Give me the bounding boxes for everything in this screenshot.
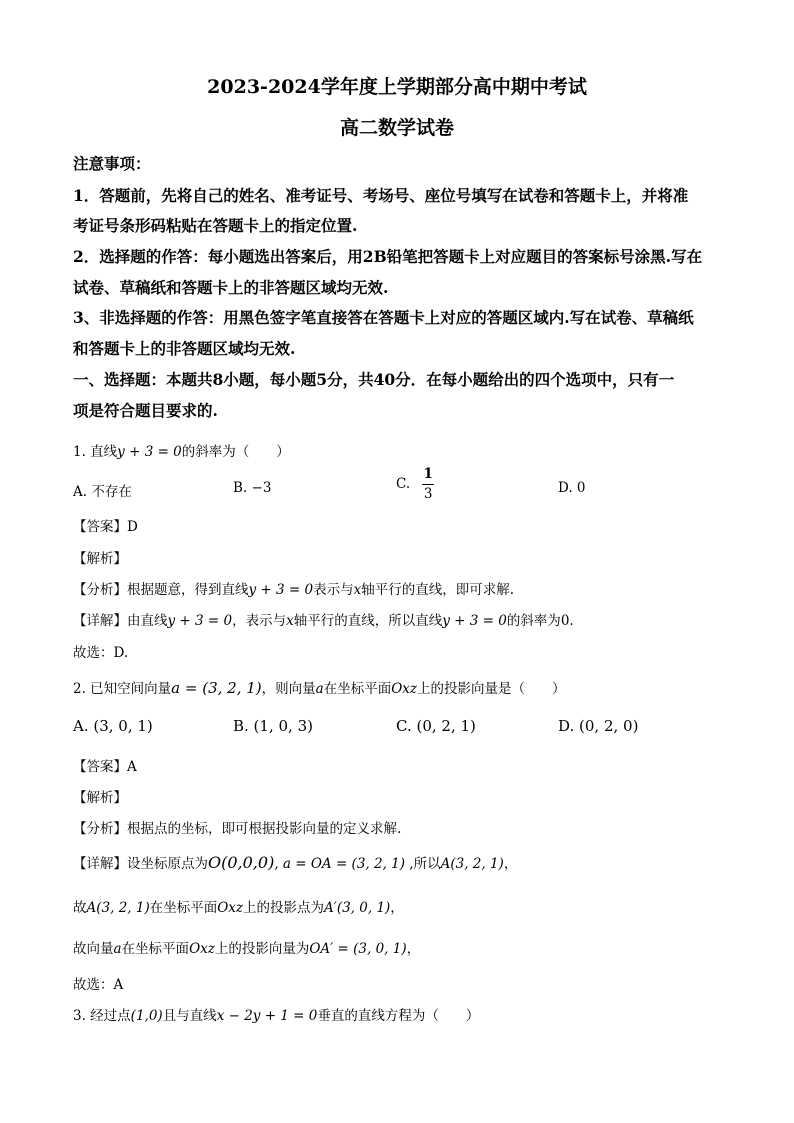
q1-stem-pre: 1. 直线 (73, 444, 118, 460)
q1-option-b: B. −3 (233, 480, 272, 496)
q2-detail-text-b: ,所以 (405, 856, 441, 872)
q2-option-a: A. (3, 0, 1) (73, 717, 153, 735)
q2-option-c: C. (0, 2, 1) (396, 717, 476, 735)
q2-detail-tag: 【详解】 (73, 856, 127, 872)
q1-stem-post: 的斜率为（ ） (181, 444, 290, 460)
q1-analysis (73, 578, 514, 598)
q1-detail-text-e: . (569, 613, 574, 629)
notice-item2-line2: 试卷、草稿纸和答题卡上的非答题区域均无效. (73, 278, 389, 297)
q2-analysis (73, 817, 401, 837)
q2-stem (73, 677, 566, 697)
q2-option-d: D. (0, 2, 0) (558, 717, 639, 735)
q2-line2-text-d: ， (390, 900, 404, 916)
q2-jiexi: 【解析】 (73, 790, 127, 806)
q2-line2-math-2: Oxz (217, 900, 244, 916)
q1-option-a: A. 不存在 (73, 484, 132, 500)
q1-detail-math-3: y + 3 = 0 (442, 613, 507, 629)
notice-item2-line1: 2．选择题的作答：每小题选出答案后，用2B铅笔把答题卡上对应题目的答案标号涂黑.写在 (73, 247, 703, 266)
q1-option-c-label: C. (396, 476, 411, 492)
section1-heading-line2: 项是符合题目要求的. (73, 401, 218, 420)
section1-heading-line1: 一、选择题：本题共8小题，每小题5分，共40分．在每小题给出的四个选项中，只有一 (73, 370, 675, 389)
q2-choice: 故选：A (73, 977, 124, 993)
q2-line2-text-a: 故 (73, 900, 87, 916)
q1-stem-math: y + 3 = 0 (117, 444, 182, 460)
q2-option-b: B. (1, 0, 3) (233, 717, 313, 735)
q2-line2-text-b: 在坐标平面 (149, 900, 218, 916)
q1-analysis-math-1: y + 3 = 0 (248, 582, 314, 598)
notice-item3-line2: 和答题卡上的非答题区域均无效. (73, 339, 296, 358)
q2-line3-text-d: ， (406, 941, 421, 957)
q2-detail-math-2: , a = OA = (3, 2, 1) (274, 856, 406, 872)
q1-detail-math-1: y + 3 = 0 (167, 613, 233, 629)
q2-stem-post: 上的投影向量是（ ） (417, 681, 566, 697)
q3-stem-post: 垂直的直线方程为（ ） (317, 1008, 480, 1024)
q2-line2-text-c: 上的投影点为 (243, 900, 325, 916)
exam-title: 2023-2024学年度上学期部分高中期中考试 (207, 76, 587, 98)
q3-stem-math-1: (1,0) (130, 1008, 163, 1024)
q2-line2-math-3: A′(3, 0, 1) (324, 900, 391, 916)
q1-detail-math-4: 0 (560, 613, 570, 629)
q2-detail-text-c: ， (503, 856, 518, 872)
q1-analysis-math-2: x (353, 582, 362, 598)
notice-item1-line2: 考证号条形码粘贴在答题卡上的指定位置. (73, 216, 358, 235)
q2-stem-mid-2: 在坐标平面 (323, 681, 392, 697)
q1-analysis-text-b: 表示与 (313, 582, 354, 598)
q1-stem (73, 440, 290, 460)
q3-stem-pre: 3. 经过点 (73, 1008, 131, 1024)
q1-analysis-tag: 【分析】 (73, 582, 127, 598)
q2-stem-math-3: Oxz (391, 681, 417, 697)
q1-option-c-fraction (422, 468, 433, 501)
q2-analysis-tag: 【分析】 (73, 821, 127, 837)
q1-detail-tag: 【详解】 (73, 613, 127, 629)
q2-detail-text-a: 设坐标原点为 (127, 856, 208, 872)
q3-stem (73, 1004, 479, 1024)
q1-detail-math-2: x (286, 613, 294, 629)
q2-analysis-text: 根据点的坐标，即可根据投影向量的定义求解. (127, 821, 402, 837)
q1-detail-text-a: 由直线 (127, 613, 168, 629)
notice-heading: 注意事项： (73, 154, 151, 173)
q2-detail-math-3: A(3, 2, 1) (440, 856, 504, 872)
q2-detail (73, 852, 517, 872)
q2-stem-pre: 2. 已知空间向量 (73, 681, 172, 697)
q1-detail-text-d: 的斜率为 (506, 613, 561, 629)
q2-detail-line2 (73, 896, 404, 916)
q2-line3-text-a: 故向量 (73, 941, 114, 957)
q1-detail (73, 609, 574, 629)
q1-detail-text-b: ，表示与 (232, 613, 287, 629)
q1-detail-text-c: 轴平行的直线，所以直线 (293, 613, 443, 629)
q2-detail-line3 (73, 937, 420, 957)
q1-option-d: D. 0 (558, 480, 586, 496)
q1-jiexi: 【解析】 (73, 551, 127, 567)
q2-line3-text-c: 上的投影向量为 (214, 941, 310, 957)
q1-analysis-text-c: 轴平行的直线，即可求解. (361, 582, 515, 598)
q1-answer: 【答案】D (73, 519, 138, 535)
q2-detail-math-1: O(0,0,0) (208, 853, 275, 872)
notice-item1-line1: 1．答题前，先将自己的姓名、准考证号、考场号、座位号填写在试卷和答题卡上，并将准 (73, 186, 689, 205)
notice-item3-line1: 3、非选择题的作答：用黑色签字笔直接答在答题卡上对应的答题区域内.写在试卷、草稿纸 (73, 308, 694, 327)
q3-stem-mid: 且与直线 (162, 1008, 217, 1024)
q1-analysis-text-a: 根据题意，得到直线 (127, 582, 249, 598)
q2-line3-math-3: OA′ = (3, 0, 1) (309, 941, 407, 957)
q2-stem-math: a = (3, 2, 1) (171, 679, 262, 697)
q2-line3-math-2: Oxz (189, 941, 215, 957)
q1-choice: 故选：D. (73, 645, 129, 661)
q3-stem-math-2: x − 2y + 1 = 0 (216, 1008, 318, 1024)
q2-answer: 【答案】A (73, 759, 137, 775)
q2-line2-math-1: A(3, 2, 1) (86, 900, 150, 916)
q2-line3-text-b: 在坐标平面 (121, 941, 190, 957)
q1-option-c-numerator: 1 (422, 468, 433, 485)
q1-option-c-denominator: 3 (423, 485, 433, 502)
q2-line3-math-1: a (113, 941, 122, 957)
q2-stem-math-2: a (315, 681, 324, 697)
q2-stem-mid: ，则向量 (261, 681, 316, 697)
exam-subtitle: 高二数学试卷 (339, 117, 454, 139)
q1-option-c (396, 468, 434, 501)
